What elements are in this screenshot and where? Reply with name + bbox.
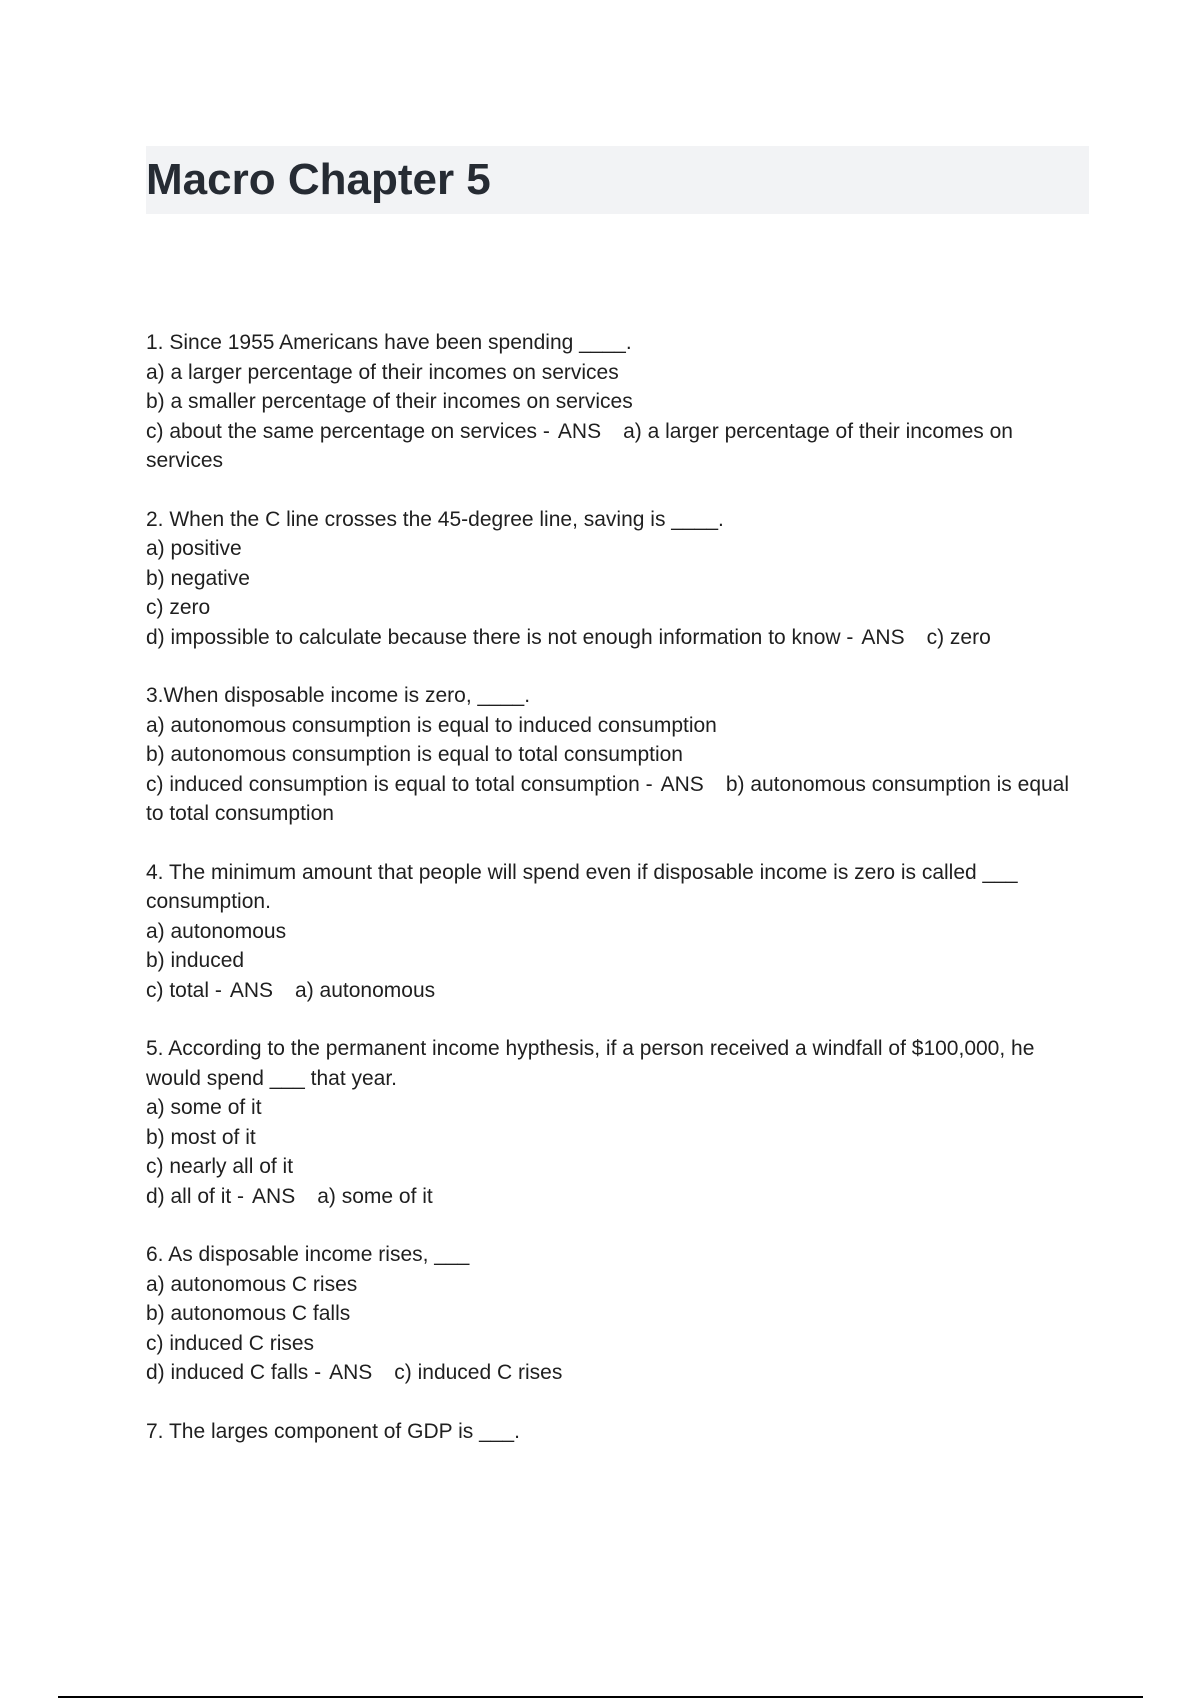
answer-option: a) autonomous consumption is equal to induced consumption [146, 713, 717, 737]
correct-answer: c) induced C rises [394, 1361, 563, 1384]
question-7 [146, 1417, 1089, 1447]
correct-answer: a) autonomous [295, 978, 436, 1002]
ans-label: ANS [229, 978, 274, 1002]
question-5 [146, 1034, 1089, 1211]
answer-option-with-key [146, 1182, 1089, 1212]
answer-option-with-key [146, 1358, 1089, 1388]
answer-option: c) zero [146, 596, 211, 619]
answer-option: c) about the same percentage on services - [146, 419, 550, 443]
answer-option: a) some of it [146, 1096, 262, 1119]
correct-answer: b) autonomous consumption is equal to total consumption [146, 772, 1075, 825]
answer-option: b) induced [146, 949, 245, 972]
correct-answer: c) zero [926, 625, 991, 649]
question-3 [146, 681, 1089, 829]
question-prompt: 4. The minimum amount that people will spend even if disposable income is zero is called ___ consumption. [146, 860, 1024, 913]
question-prompt: 7. The larges component of GDP is ___. [146, 1419, 520, 1443]
question-2 [146, 505, 1089, 653]
answer-option-with-key [146, 417, 1089, 476]
question-prompt: 1. Since 1955 Americans have been spending ____. [146, 331, 632, 354]
answer-option: c) induced consumption is equal to total consumption - [146, 772, 653, 796]
answer-option: c) induced C rises [146, 1331, 315, 1355]
ans-label: ANS [557, 419, 602, 443]
ans-label: ANS [660, 772, 704, 796]
question-prompt: 3.When disposable income is zero, ____. [146, 684, 531, 707]
question-6 [146, 1240, 1089, 1388]
answer-option: d) all of it - [146, 1184, 245, 1208]
answer-option: d) impossible to calculate because there is not enough information to know - [146, 625, 854, 649]
ans-label: ANS [861, 625, 905, 649]
answer-option: a) a larger percentage of their incomes on services [146, 360, 619, 384]
answer-option: c) total - [146, 978, 222, 1002]
ans-label: ANS [329, 1361, 373, 1384]
answer-option: b) negative [146, 566, 250, 590]
answer-option: b) autonomous consumption is equal to total consumption [146, 743, 683, 766]
answer-option: a) positive [146, 537, 242, 560]
correct-answer: a) a larger percentage of their incomes on services [146, 419, 1019, 472]
answer-option: a) autonomous [146, 919, 287, 943]
question-1 [146, 328, 1089, 476]
footer-rule [58, 1696, 1143, 1698]
question-prompt: 6. As disposable income rises, ___ [146, 1243, 470, 1266]
question-list [146, 328, 1089, 1475]
question-4 [146, 858, 1089, 1006]
answer-option: b) a smaller percentage of their incomes on services [146, 390, 633, 413]
correct-answer: a) some of it [317, 1184, 433, 1208]
question-prompt: 2. When the C line crosses the 45-degree line, saving is ____. [146, 507, 724, 531]
answer-option-with-key [146, 623, 1089, 653]
answer-option: a) autonomous C rises [146, 1272, 358, 1296]
answer-option: b) most of it [146, 1125, 256, 1149]
answer-option: c) nearly all of it [146, 1155, 294, 1178]
answer-option-with-key [146, 976, 1089, 1006]
page-title: Macro Chapter 5 [146, 155, 491, 204]
answer-option: b) autonomous C falls [146, 1302, 351, 1325]
answer-option: d) induced C falls - [146, 1361, 322, 1384]
answer-option-with-key [146, 770, 1089, 829]
ans-label: ANS [252, 1184, 296, 1208]
question-prompt: 5. According to the permanent income hypthesis, if a person received a windfall of $100,000, he would spend ___ that year. [146, 1037, 1041, 1090]
